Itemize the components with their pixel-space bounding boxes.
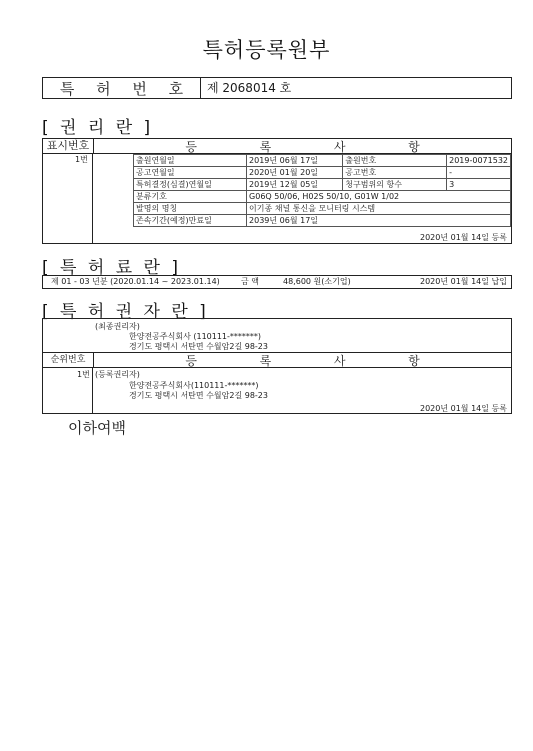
owner-section-title: [ 특 허 권 자 란 ] bbox=[42, 302, 209, 322]
fee-section-title: [ 특 허 료 란 ] bbox=[42, 258, 181, 278]
patent-number-label bbox=[43, 78, 201, 98]
owner-head-registration-items bbox=[94, 353, 511, 367]
fee-amount-label: 금 액 bbox=[241, 277, 259, 286]
final-owner-name: 한양전공주식회사 (110111-*******) bbox=[129, 332, 262, 341]
rights-value: G06Q 50/06, H02S 50/10, G01W 1/02 bbox=[247, 191, 511, 203]
owner-row-number: 1번 bbox=[77, 370, 90, 379]
rights-value: 이기종 채널 통신을 모니터링 시스템 bbox=[247, 203, 511, 215]
patent-number-label-char: 호 bbox=[168, 79, 184, 98]
rights-value: - bbox=[447, 167, 511, 179]
table-row bbox=[134, 179, 511, 191]
fee-paid-date: 2020년 01월 14일 납입 bbox=[420, 277, 507, 286]
rights-value: 2019년 12월 05일 bbox=[247, 179, 343, 191]
patent-number-label-char: 허 bbox=[96, 79, 111, 98]
rights-value: 3 bbox=[447, 179, 511, 191]
rights-value: 2020년 01월 20일 bbox=[247, 167, 343, 179]
rights-label: 공고연월일 bbox=[134, 167, 247, 179]
registered-owner-name: 한양전공주식회사(110111-*******) bbox=[129, 381, 259, 390]
rights-row-number: 1번 bbox=[75, 155, 88, 164]
table-row bbox=[134, 215, 511, 227]
table-row bbox=[134, 203, 511, 215]
rights-label: 발명의 명칭 bbox=[134, 203, 247, 215]
owner-head-char: 등 bbox=[185, 353, 197, 368]
owner-registered-date: 2020년 01월 14일 등록 bbox=[420, 404, 507, 413]
table-row bbox=[134, 155, 511, 167]
rights-head-char: 사 bbox=[333, 139, 346, 154]
end-of-document-text: 이하여백 bbox=[68, 419, 126, 437]
registered-owner-label: (등록권리자) bbox=[95, 370, 140, 379]
rights-table-header bbox=[43, 139, 511, 154]
patent-number-label-char: 번 bbox=[132, 79, 147, 98]
rights-value: 2019-0071532 bbox=[447, 155, 511, 167]
fee-period: 제 01 - 03 년분 (2020.01.14 ~ 2023.01.14) bbox=[51, 277, 220, 286]
rights-label: 공고번호 bbox=[343, 167, 447, 179]
owner-table bbox=[42, 318, 512, 414]
rights-head-char: 항 bbox=[408, 139, 420, 154]
rights-value: 2039년 06월 17일 bbox=[247, 215, 511, 227]
rights-head-char: 등 bbox=[185, 139, 197, 154]
rights-head-registration-items bbox=[94, 139, 511, 153]
final-owner-label: (최종권리자) bbox=[95, 322, 140, 331]
rights-head-char: 록 bbox=[259, 139, 272, 154]
table-row bbox=[134, 167, 511, 179]
owner-head-rank-number: 순위번호 bbox=[43, 353, 94, 367]
registered-owner-address: 경기도 평택시 서탄면 수월암2길 98-23 bbox=[129, 391, 268, 400]
rights-label: 분류기호 bbox=[134, 191, 247, 203]
rights-label: 출원연월일 bbox=[134, 155, 247, 167]
rights-section-title: [ 권 리 란 ] bbox=[42, 118, 154, 138]
owner-head-char: 항 bbox=[408, 353, 420, 368]
fee-row bbox=[42, 275, 512, 289]
rights-registered-date: 2020년 01월 14일 등록 bbox=[420, 233, 507, 242]
owner-head-char: 록 bbox=[259, 353, 272, 368]
owner-table-header bbox=[43, 352, 511, 368]
patent-number-box bbox=[42, 77, 512, 99]
final-owner-address: 경기도 평택시 서탄면 수월암2길 98-23 bbox=[129, 342, 268, 351]
patent-number-label-char: 특 bbox=[59, 79, 75, 98]
owner-head-char: 사 bbox=[333, 353, 346, 368]
document-title: 특허등록원부 bbox=[202, 38, 331, 62]
rights-grid bbox=[133, 154, 511, 227]
rights-label: 특허결정(심결)연월일 bbox=[134, 179, 247, 191]
patent-number-value: 제 2068014 호 bbox=[207, 81, 292, 95]
rights-value: 2019년 06월 17일 bbox=[247, 155, 343, 167]
rights-label: 존속기간(예정)만료일 bbox=[134, 215, 247, 227]
rights-table bbox=[42, 138, 512, 244]
rights-label: 출원번호 bbox=[343, 155, 447, 167]
table-row bbox=[134, 191, 511, 203]
rights-label: 청구범위의 항수 bbox=[343, 179, 447, 191]
fee-amount: 48,600 원(소기업) bbox=[283, 277, 351, 286]
rights-head-display-number: 표시번호 bbox=[43, 139, 94, 153]
